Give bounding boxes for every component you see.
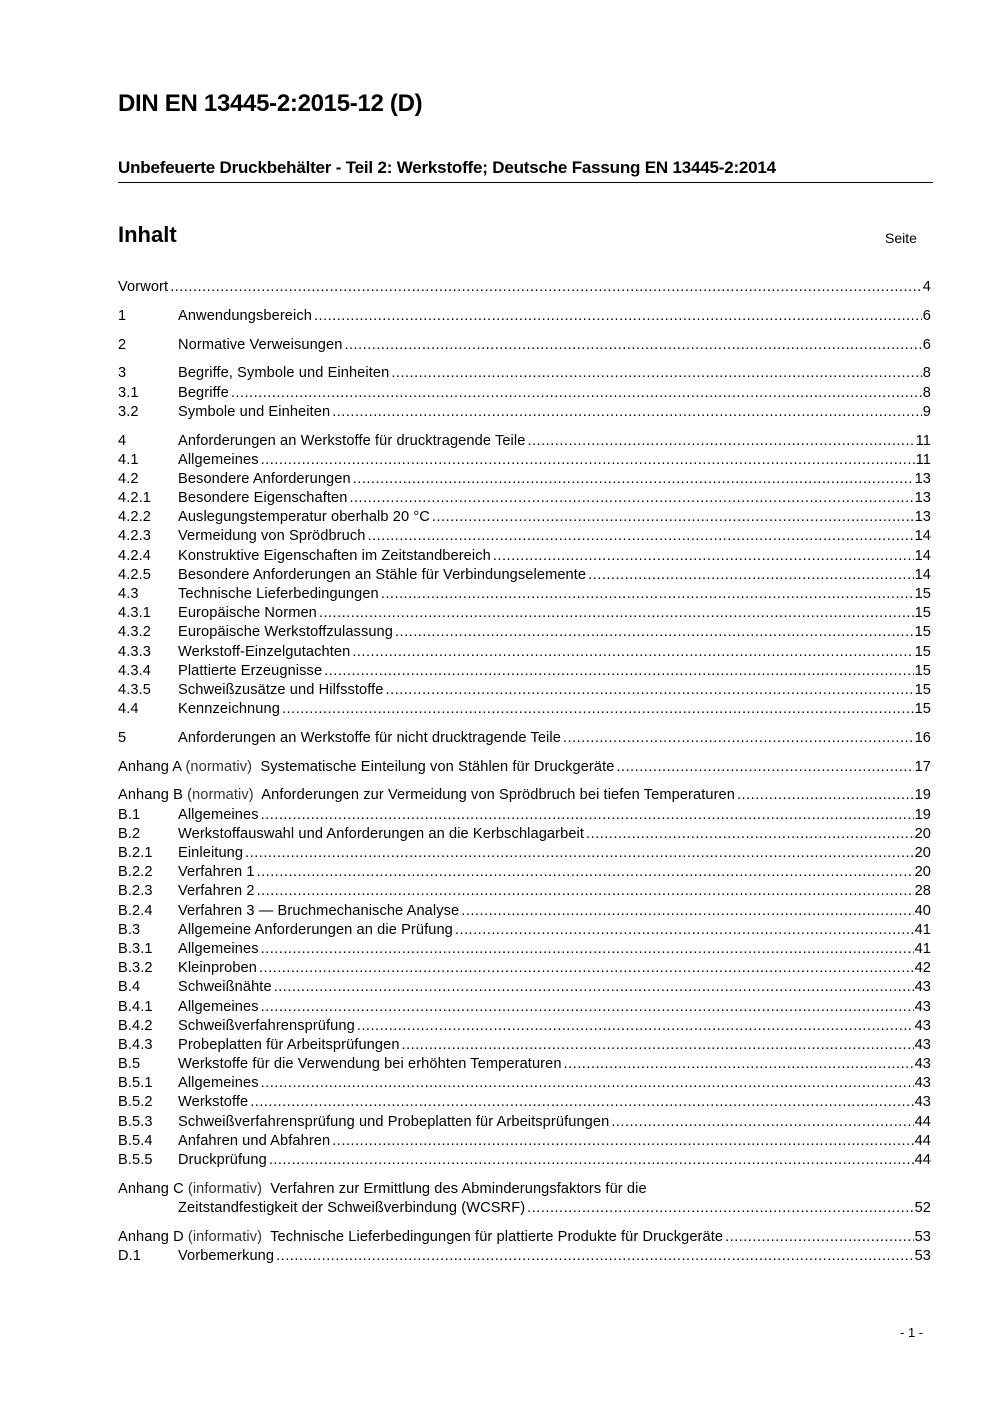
annex-title-continuation: Zeitstandfestigkeit der Schweißverbindung (WCSRF) [178, 1199, 527, 1218]
toc-entry[interactable] [118, 432, 931, 451]
toc-entry-page: 15 [914, 605, 931, 622]
toc-entry-number: B.3.2 [118, 960, 153, 977]
toc-entry-page: 15 [914, 586, 931, 602]
toc-entry[interactable] [118, 825, 931, 844]
toc-leader [319, 604, 914, 623]
toc-leader [737, 786, 914, 805]
toc-entry-number: B.2.4 [118, 902, 153, 919]
toc-entry-title: Schweißnähte [178, 978, 274, 997]
toc-entry[interactable] [118, 336, 931, 355]
toc-entry-number: B.5.2 [118, 1094, 153, 1111]
toc-entry-page: 43 [914, 1056, 931, 1073]
toc-entry-title: Verfahren 3 — Bruchmechanische Analyse [178, 902, 461, 921]
toc-entry-number: 3.1 [118, 384, 139, 401]
toc-entry-number: B.5.5 [118, 1152, 153, 1169]
toc-entry-page: 14 [914, 547, 931, 564]
toc-leader [324, 662, 913, 681]
toc-entry-page: 44 [914, 1113, 931, 1130]
toc-entry[interactable] [118, 451, 931, 470]
page-column-label: Seite [885, 230, 917, 246]
toc-annex-d[interactable] [118, 1228, 931, 1247]
toc-leader [611, 1113, 913, 1132]
toc-entry-title: Allgemeines [178, 806, 261, 825]
toc-entry[interactable] [118, 806, 931, 825]
toc-entry-number: B.2.1 [118, 845, 153, 862]
toc-leader [353, 470, 914, 489]
toc-entry-page: 40 [914, 902, 931, 919]
toc-entry-number: 4.3.2 [118, 624, 151, 641]
toc-entry-number: 4 [118, 432, 127, 449]
toc-entry[interactable] [118, 959, 931, 978]
toc-entry-title: Vorwort [118, 278, 170, 297]
toc-entry-number: B.4.2 [118, 1017, 153, 1034]
toc-entry-number: 2 [118, 336, 127, 353]
toc-entry[interactable] [118, 508, 931, 527]
toc-annex-c-continuation[interactable] [118, 1199, 931, 1218]
toc-leader [170, 278, 922, 297]
toc-entry[interactable] [118, 1151, 931, 1170]
toc-leader [344, 336, 921, 355]
toc-entry-page: 20 [914, 825, 931, 842]
toc-entry-title: Schweißverfahrensprüfung [178, 1017, 357, 1036]
toc-entry-title: Verfahren 2 [178, 882, 257, 901]
toc-entry-number: B.3.1 [118, 940, 153, 957]
toc-entry-page: 53 [914, 1247, 931, 1264]
toc-leader [261, 998, 914, 1017]
toc-entry-number: B.4.1 [118, 998, 153, 1015]
toc-leader [352, 643, 913, 662]
toc-entry-number: B.4 [118, 979, 141, 996]
toc-leader [269, 1151, 914, 1170]
toc-leader [493, 547, 914, 566]
toc-entry-page: 15 [914, 624, 931, 641]
toc-leader [259, 959, 914, 978]
toc-entry[interactable] [118, 527, 931, 546]
toc-entry-page: 16 [914, 729, 931, 746]
toc-leader [455, 921, 914, 940]
toc-entry-page: 44 [914, 1132, 931, 1149]
toc-entry-title: Technische Lieferbedingungen [178, 585, 381, 604]
toc-entry-title: Druckprüfung [178, 1151, 269, 1170]
annex-label: Anhang B [118, 787, 183, 804]
page-number-footer: - 1 - [900, 1325, 924, 1340]
toc-entry-number: 4.2.2 [118, 509, 151, 526]
toc-entry-title: Vermeidung von Sprödbruch [178, 527, 367, 546]
toc-leader [250, 1093, 913, 1112]
toc-leader [274, 978, 914, 997]
toc-entry[interactable] [118, 1093, 931, 1112]
toc-heading: Inhalt [118, 222, 177, 247]
toc-leader [564, 1055, 914, 1074]
toc-entry-title: Schweißverfahrensprüfung und Probeplatten für Arbeitsprüfungen [178, 1113, 611, 1132]
toc-leader [386, 681, 914, 700]
toc-entry-number: 4.3.4 [118, 662, 151, 679]
toc-entry[interactable] [118, 940, 931, 959]
toc-leader [257, 882, 914, 901]
toc-entry-title: Allgemeines [178, 940, 261, 959]
annex-label: Anhang C [118, 1180, 184, 1197]
toc-entry[interactable] [118, 489, 931, 508]
annex-title: Technische Lieferbedingungen für plattierte Produkte für Druckgeräte [270, 1228, 724, 1245]
toc-entry-page: 43 [914, 998, 931, 1015]
toc-entry-title: Allgemeines [178, 998, 261, 1017]
toc-entry-number: 4.4 [118, 701, 139, 718]
toc-leader [527, 1199, 913, 1218]
toc-entry-title: Allgemeines [178, 451, 261, 470]
toc-entry-title: Konstruktive Eigenschaften im Zeitstandbereich [178, 547, 493, 566]
toc-entry-title: Symbole und Einheiten [178, 403, 332, 422]
toc-entry[interactable] [118, 681, 931, 700]
toc-entry-number: 3.2 [118, 403, 139, 420]
toc-leader [563, 729, 914, 748]
toc-entry-page: 14 [914, 566, 931, 583]
toc-entry-number: 4.2.5 [118, 566, 151, 583]
annex-title: Systematische Einteilung von Stählen für Druckgeräte [260, 758, 615, 775]
table-of-contents [118, 278, 931, 1266]
toc-leader [357, 1017, 914, 1036]
toc-entry-number: 4.2.3 [118, 528, 151, 545]
annex-label: Anhang D [118, 1228, 184, 1245]
toc-entry-page: 14 [914, 528, 931, 545]
toc-entry[interactable] [118, 384, 931, 403]
toc-entry-title: Begriffe, Symbole und Einheiten [178, 364, 391, 383]
toc-entry-page: 43 [914, 1036, 931, 1053]
toc-entry-title: Normative Verweisungen [178, 336, 344, 355]
toc-entry-page: 6 [922, 336, 931, 353]
toc-entry[interactable] [118, 729, 931, 748]
toc-entry[interactable] [118, 566, 931, 585]
toc-annex-c[interactable] [118, 1180, 931, 1199]
toc-entry-number: D.1 [118, 1247, 142, 1264]
toc-entry-number: 4.3.3 [118, 643, 151, 660]
toc-annex-b[interactable] [118, 786, 931, 805]
annex-type: (normativ) [185, 758, 253, 775]
toc-entry-title: Werkstoff-Einzelgutachten [178, 643, 352, 662]
toc-entry-page: 11 [915, 432, 931, 449]
toc-entry-page: 19 [914, 787, 931, 804]
toc-entry-number: B.5.3 [118, 1113, 153, 1130]
annex-type: (normativ) [187, 787, 254, 804]
toc-entry-page: 20 [914, 864, 931, 881]
toc-leader [725, 1228, 913, 1247]
toc-entry-title: Kleinproben [178, 959, 259, 978]
toc-leader [616, 758, 913, 777]
toc-leader [349, 489, 913, 508]
toc-leader [261, 1074, 914, 1093]
toc-entry-number: B.2.2 [118, 864, 153, 881]
toc-entry-number: B.2.3 [118, 883, 153, 900]
toc-entry-number: B.4.3 [118, 1036, 153, 1053]
toc-entry-page: 13 [914, 490, 931, 507]
toc-entry-page: 15 [914, 701, 931, 718]
toc-entry-page: 15 [914, 643, 931, 660]
toc-annex-a[interactable] [118, 758, 931, 777]
toc-leader [231, 384, 922, 403]
toc-entry[interactable] [118, 307, 931, 326]
toc-entry-title: Allgemeines [178, 1074, 261, 1093]
toc-leader [261, 806, 914, 825]
toc-entry-title: Besondere Anforderungen an Stähle für Verbindungselemente [178, 566, 588, 585]
toc-entry-page: 6 [922, 307, 931, 324]
toc-entry-title: Anwendungsbereich [178, 307, 314, 326]
toc-entry[interactable] [118, 700, 931, 719]
toc-entry-number: 4.3.5 [118, 681, 151, 698]
toc-leader [381, 585, 914, 604]
toc-entry-page: 52 [914, 1200, 931, 1216]
toc-entry[interactable] [118, 1247, 931, 1266]
toc-leader [245, 844, 913, 863]
toc-entry-title: Plattierte Erzeugnisse [178, 662, 324, 681]
toc-entry-number: 4.3 [118, 586, 139, 602]
toc-entry-number: 1 [118, 307, 127, 324]
toc-leader [402, 1036, 914, 1055]
toc-entry-number: B.1 [118, 806, 141, 823]
toc-entry-page: 20 [914, 845, 931, 862]
toc-entry-page: 4 [922, 279, 931, 295]
toc-leader [314, 307, 922, 326]
toc-entry-number: 4.2.1 [118, 490, 151, 507]
toc-entry-title: Europäische Werkstoffzulassung [178, 623, 395, 642]
toc-entry[interactable] [118, 998, 931, 1017]
toc-entry-title: Einleitung [178, 844, 245, 863]
toc-entry-page: 13 [914, 509, 931, 526]
toc-entry[interactable] [118, 470, 931, 489]
toc-leader [527, 432, 914, 451]
toc-entry-title: Verfahren 1 [178, 863, 257, 882]
toc-leader [282, 700, 914, 719]
toc-entry-page: 8 [922, 365, 931, 382]
toc-entry[interactable] [118, 921, 931, 940]
toc-entry-page: 8 [922, 384, 931, 401]
toc-entry-title: Anforderungen an Werkstoffe für drucktragende Teile [178, 432, 527, 451]
toc-entry[interactable] [118, 364, 931, 383]
toc-entry-page: 44 [914, 1152, 931, 1169]
toc-entry-title: Anfahren und Abfahren [178, 1132, 332, 1151]
toc-entry-title: Auslegungstemperatur oberhalb 20 °C [178, 508, 432, 527]
toc-leader [588, 566, 913, 585]
toc-entry-number: B.2 [118, 825, 141, 842]
toc-entry-title: Schweißzusätze und Hilfsstoffe [178, 681, 386, 700]
toc-entry-page: 11 [915, 451, 931, 468]
toc-leader [261, 451, 915, 470]
annex-type: (informativ) [187, 1180, 263, 1197]
toc-entry[interactable] [118, 547, 931, 566]
toc-entry[interactable] [118, 978, 931, 997]
toc-entry-number: B.5.1 [118, 1075, 153, 1092]
toc-entry[interactable] [118, 1055, 931, 1074]
toc-entry-vorwort[interactable] [118, 278, 931, 297]
annex-title: Verfahren zur Ermittlung des Abminderungsfaktors für die [270, 1180, 647, 1197]
toc-entry-title: Werkstoffauswahl und Anforderungen an die Kerbschlagarbeit [178, 825, 586, 844]
toc-entry-number: 5 [118, 729, 127, 746]
toc-entry[interactable] [118, 1036, 931, 1055]
toc-leader [367, 527, 913, 546]
annex-label: Anhang A [118, 758, 182, 775]
toc-entry-page: 53 [914, 1228, 931, 1245]
toc-entry-title: Probeplatten für Arbeitsprüfungen [178, 1036, 402, 1055]
toc-entry[interactable] [118, 643, 931, 662]
toc-entry[interactable] [118, 1074, 931, 1093]
toc-entry-page: 41 [914, 940, 931, 957]
toc-entry-title: Begriffe [178, 384, 231, 403]
toc-entry[interactable] [118, 1017, 931, 1036]
toc-leader [461, 902, 913, 921]
toc-entry-title: Anforderungen an Werkstoffe für nicht drucktragende Teile [178, 729, 563, 748]
annex-type: (informativ) [187, 1228, 263, 1245]
toc-entry[interactable] [118, 662, 931, 681]
toc-leader [432, 508, 914, 527]
toc-entry[interactable] [118, 863, 931, 882]
toc-entry-page: 28 [914, 883, 931, 900]
toc-entry[interactable] [118, 604, 931, 623]
toc-entry-title: Besondere Eigenschaften [178, 489, 349, 508]
toc-entry-number: 4.1 [118, 451, 139, 468]
toc-entry-number: B.5 [118, 1056, 141, 1073]
toc-entry-page: 15 [914, 662, 931, 679]
toc-entry-page: 17 [914, 758, 931, 775]
toc-entry-title: Vorbemerkung [178, 1247, 276, 1266]
toc-entry[interactable] [118, 585, 931, 604]
toc-entry-page: 43 [914, 1094, 931, 1111]
toc-leader [261, 940, 914, 959]
annex-title: Anforderungen zur Vermeidung von Sprödbruch bei tiefen Temperaturen [261, 787, 735, 804]
toc-leader [586, 825, 914, 844]
toc-entry-number: 3 [118, 365, 127, 382]
toc-entry[interactable] [118, 882, 931, 901]
toc-leader [395, 623, 914, 642]
toc-entry-title: Besondere Anforderungen [178, 470, 353, 489]
toc-entry-title: Werkstoffe für die Verwendung bei erhöhten Temperaturen [178, 1055, 564, 1074]
document-id: DIN EN 13445-2:2015-12 (D) [118, 90, 423, 117]
toc-leader [332, 403, 922, 422]
toc-entry-number: B.3 [118, 921, 141, 938]
toc-leader [257, 863, 914, 882]
toc-entry-number: B.5.4 [118, 1132, 153, 1149]
toc-entry-page: 41 [914, 921, 931, 938]
toc-entry-number: 4.2.4 [118, 547, 151, 564]
toc-entry-page: 13 [914, 470, 931, 487]
toc-entry-page: 43 [914, 979, 931, 996]
toc-entry-page: 42 [914, 960, 931, 977]
toc-entry-title: Werkstoffe [178, 1093, 250, 1112]
toc-entry-number: 4.3.1 [118, 605, 151, 622]
document-subtitle: Unbefeuerte Druckbehälter - Teil 2: Werkstoffe; Deutsche Fassung EN 13445-2:2014 [118, 158, 933, 183]
toc-entry[interactable] [118, 902, 931, 921]
toc-entry[interactable] [118, 403, 931, 422]
toc-leader [391, 364, 921, 383]
toc-entry-page: 43 [914, 1075, 931, 1092]
toc-entry[interactable] [118, 844, 931, 863]
toc-entry-title: Europäische Normen [178, 604, 319, 623]
toc-leader [276, 1247, 913, 1266]
toc-entry-page: 43 [914, 1017, 931, 1034]
toc-entry[interactable] [118, 1132, 931, 1151]
toc-entry[interactable] [118, 623, 931, 642]
toc-entry-number: 4.2 [118, 470, 139, 487]
toc-entry-title: Allgemeine Anforderungen an die Prüfung [178, 921, 455, 940]
toc-leader [332, 1132, 913, 1151]
toc-entry-page: 15 [914, 681, 931, 698]
toc-entry-page: 9 [922, 403, 931, 420]
toc-entry[interactable] [118, 1113, 931, 1132]
toc-entry-title: Kennzeichnung [178, 700, 282, 719]
toc-entry-page: 19 [914, 806, 931, 823]
